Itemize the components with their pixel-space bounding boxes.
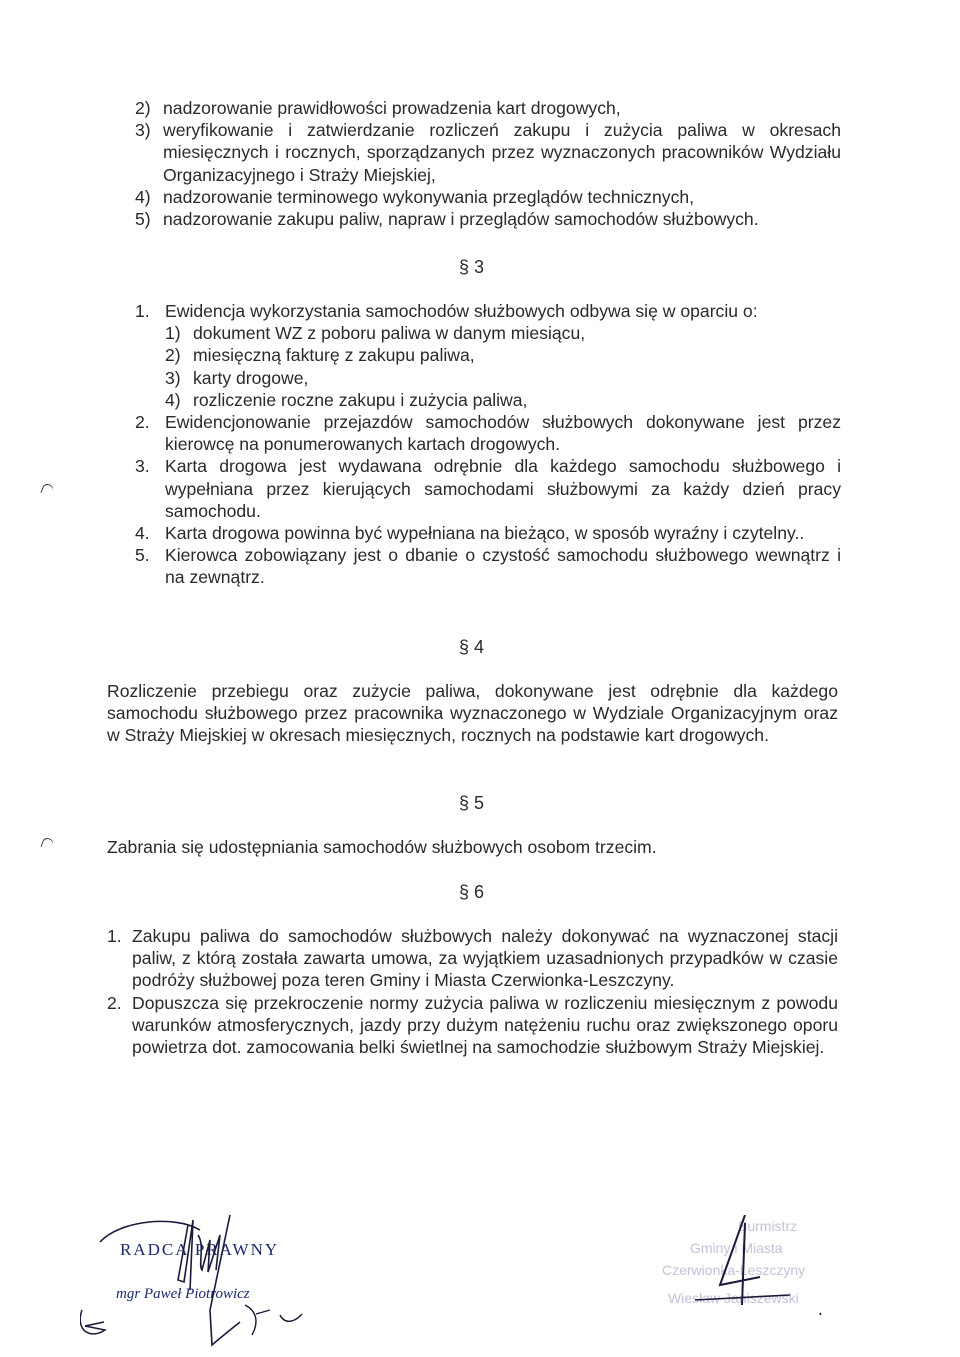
item-number: 2. [135,412,150,433]
item-number: 4) [135,186,151,207]
item-number: 3. [135,456,150,477]
section-5-paragraph: Zabrania się udostępniania samochodów służbowych osobom trzecim. [107,837,657,857]
item-number: 5) [135,209,151,230]
punch-hole-mark [40,836,54,850]
item-text: nadzorowanie prawidłowości prowadzenia kart drogowych, [163,98,621,118]
sub-list-item [135,389,841,411]
item-number: 1. [107,926,122,946]
top-list [135,97,841,230]
sub-list-item [135,344,841,366]
stamp-line-1: RADCA PRAWNY [120,1240,280,1259]
item-text: nadzorowanie zakupu paliw, napraw i przeglądów samochodów służbowych. [163,209,759,230]
section-6-list [107,925,838,1058]
sub-list-item [135,322,841,344]
item-number: 1) [165,323,181,344]
item-text: miesięczną fakturę z zakupu paliwa, [193,345,475,366]
item-number: 2) [135,98,151,118]
item-text: Kierowca zobowiązany jest o dbanie o czystość samochodu służbowego wewnątrz i na zewnątrz. [165,545,841,588]
item-number: 3) [135,120,151,141]
item-number: 2. [107,992,122,1013]
item-text: Dopuszcza się przekroczenie normy zużycia paliwa w rozliczeniu miesięcznym z powodu warunków atmosferycznych, jazdy przy dużym natężeniu ruchu oraz zwiększonego oporu powietrza dot. zamocowania belki świetlnej na samochodzie służbowym Straży Miejskiej. [132,992,838,1058]
section-heading: § 3 [459,257,485,277]
list-item [135,522,841,544]
stamp-line-2: Gminy i Miasta [690,1240,783,1256]
item-number: 5. [135,545,150,566]
section-heading: § 6 [459,882,485,902]
list-item [135,300,841,322]
list-item [135,119,841,186]
list-item [135,455,841,522]
item-text: Ewidencja wykorzystania samochodów służbowych odbywa się w oparciu o: [165,301,758,321]
list-item [135,186,841,208]
list-item [135,208,841,230]
section-4-paragraph: Rozliczenie przebiegu oraz zużycie paliwa, dokonywane jest odrębnie dla każdego samochodu służbowego przez pracownika wyznaczonego w Wydziale Organizacyjnym oraz w Straży Miejskiej w okresach miesięcznych, rocznych na podstawie kart drogowych. [107,681,838,746]
item-text: Zakupu paliwa do samochodów służbowych należy dokonywać na wyznaczonej stacji paliw, z którą została zawarta umowa, za wyjątkiem uzasadnionych przypadków w czasie podróży służbowej poza teren Gminy i Miasta Czerwionka-Leszczyny. [132,926,838,991]
section-3-list [135,300,841,589]
legal-counsel-stamp [80,1210,360,1350]
item-number: 1. [135,301,150,321]
item-text: rozliczenie roczne zakupu i zużycia paliwa, [193,389,528,410]
item-text: Ewidencjonowanie przejazdów samochodów służbowych dokonywane jest przez kierowcę na ponumerowanych kartach drogowych. [165,412,841,455]
item-text: karty drogowe, [193,367,309,388]
stamp-line-3: Czerwionka-Leszczyny [662,1262,806,1278]
list-item [107,992,838,1059]
item-text: Karta drogowa jest wydawana odrębnie dla każdego samochodu służbowego i wypełniana przez kierujących samochodami służbowymi za każdy dzień pracy samochodu. [165,456,841,521]
list-item [135,544,841,588]
stamp-line-2: mgr Paweł Piotrowicz [116,1286,250,1302]
stamp-line-1: Burmistrz [738,1218,798,1234]
stamp-line-4: Wiesław Janiszewski [668,1290,799,1306]
punch-hole-mark [40,482,54,496]
list-item [135,97,841,119]
item-number: 4. [135,523,150,544]
item-number: 3) [165,367,181,388]
item-text: nadzorowanie terminowego wykonywania przeglądów technicznych, [163,186,695,207]
item-text: weryfikowanie i zatwierdzanie rozliczeń zakupu i zużycia paliwa w okresach miesięcznych i rocznych, sporządzanych przez wyznaczonych pracowników Wydziału Organizacyjnego i Straży Miejskiej, [163,120,841,185]
item-text: dokument WZ z poboru paliwa w danym miesiącu, [193,323,586,344]
list-item [135,411,841,455]
signature-icon [650,1215,850,1315]
item-number: 2) [165,345,181,366]
section-heading: § 5 [459,793,485,813]
mayor-stamp [650,1215,850,1315]
sub-list-item [135,367,841,389]
section-heading: § 4 [459,637,485,657]
item-text: Karta drogowa powinna być wypełniana na bieżąco, w sposób wyraźny i czytelny.. [165,523,805,544]
list-item [107,925,838,992]
signature-icon [80,1210,360,1350]
item-number: 4) [165,389,181,410]
